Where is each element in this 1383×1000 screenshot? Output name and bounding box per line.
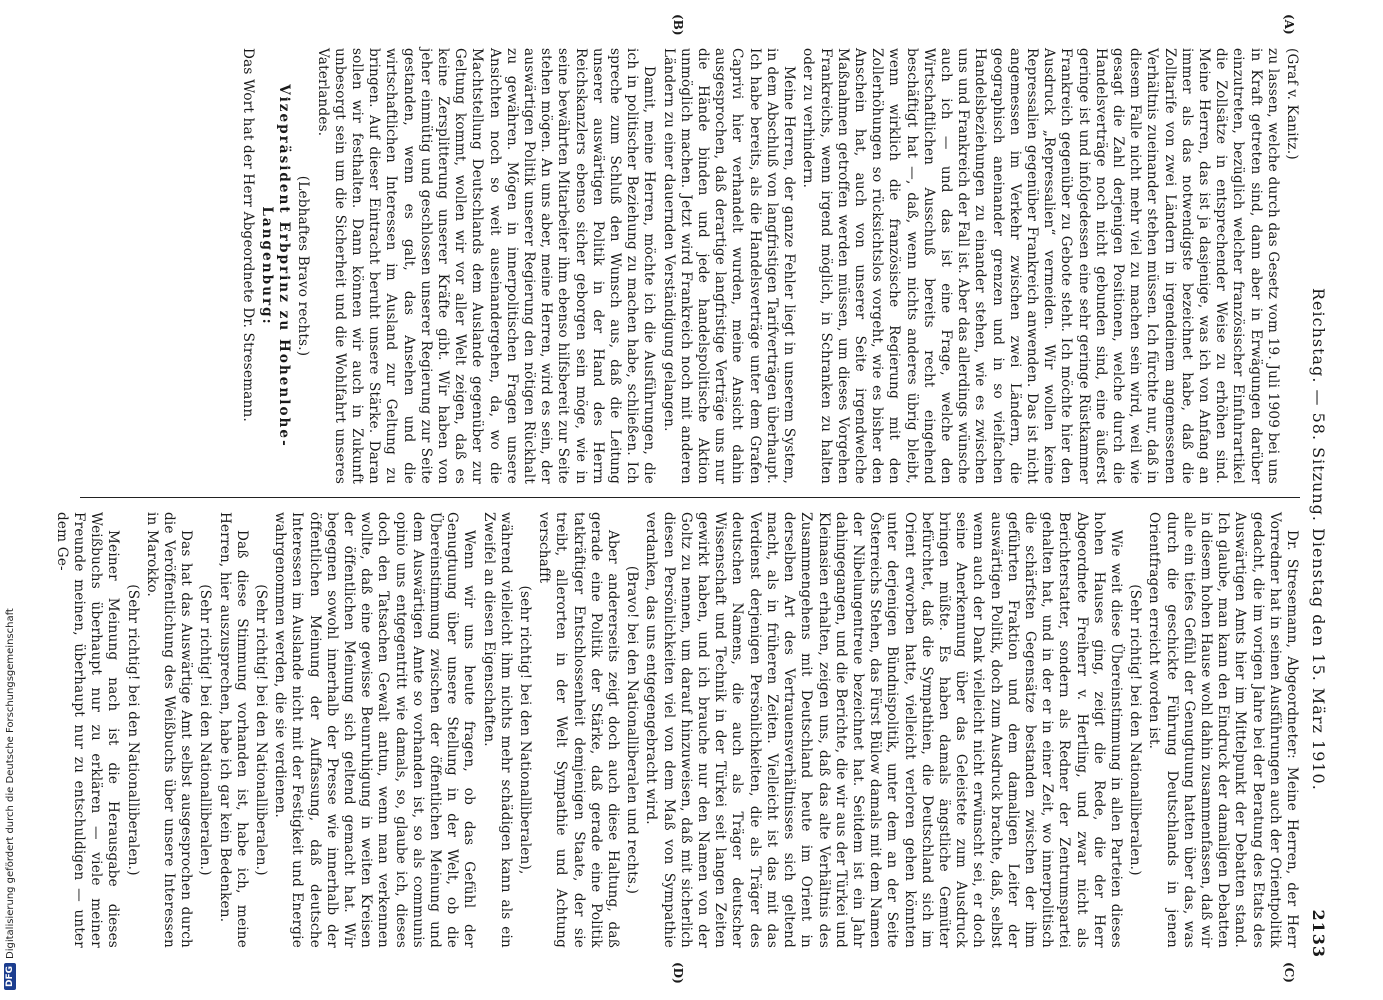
paragraph: Aber andererseits zeigt doch auch diese Haltung, daß gerade eine Politik der Stärke, daß gerade eine Politik tatkräftiger Entschlossenheit demjenigen Staate, der sie treibt, allerorten in der Welt Sympathie und Achtung verschafft [536, 512, 622, 948]
text-columns [53, 14, 1300, 984]
president-line: Vizepräsident Erbprinz zu Hohenlohe-Langenburg: [259, 84, 293, 448]
document-page [53, 14, 1330, 984]
interjection: (sehr richtig! bei den Nationalliberalen), [517, 585, 534, 875]
interjection: (Sehr richtig! bei den Nationalliberalen.) [1127, 584, 1144, 876]
margin-marker-d: (D) [671, 962, 685, 984]
dfg-logo: DFG [4, 963, 16, 990]
interjection: (Sehr richtig! bei den Nationalliberalen.) [253, 584, 270, 876]
paragraph: Damit, meine Herren, möchte ich die Ausführungen, die ich in politischer Beziehung zu machen habe, schließen. Ich spreche zum Schluß den Wunsch aus, daß die Leitung unserer auswärtigen Politik in der Hand des Herrn Reichskanzlers ebenso sicher geborgen sein möge, wie in seine bewährten Mitarbeiter ihm ebenso hilfsbereit zur Seite stehen mögen. An uns aber, meine Herren, wird es sein, der auswärtigen Politik unserer Regierung den nötigen Rückhalt zu gewähren. Mögen in innerpolitischen Fragen unsere Ansichten noch so weit auseinandergehen, da, wo die Machtstellung Deutschlands dem Auslande gegenüber zur Geltung kommt, wollen wir vor aller Welt zeigen, daß es keine Zersplitterung unserer Kräfte gibt. Wir haben von jeher einmütig und geschlossen unserer Regierung zur Seite gestanden, wenn es galt, das Ansehen und die wirtschaftlichen Interessen im Ausland zur Geltung zu bringen. Auf dieser Eintracht beruht unsere Stärke. Daran sollen wir festhalten. Dann können wir auch in Zukunft unbesorgt sein um die Sicherheit und die Wohlfahrt unseres Vaterlandes. [314, 48, 658, 484]
applause-note: (Lebhaftes Bravo rechts.) [295, 175, 312, 357]
interjection: (Sehr richtig! bei den Nationalliberalen.) [124, 584, 141, 876]
interjection: (Sehr richtig! bei den Nationalliberalen.) [197, 584, 214, 876]
speaker-tag: (Graf v. Kanitz.) [1284, 48, 1300, 160]
paragraph: während vielleicht ihm nichts mehr schädigen kann als ein Zweifel an diesen Eigenschaften. [480, 512, 514, 948]
margin-marker-c: (C) [1282, 962, 1296, 983]
right-column [53, 512, 1300, 948]
paragraph: Meiner Meinung nach ist die Herausgabe dieses Weißbuchs überhaupt nur zu erklären — viele meiner Freunde meinen, überhaupt nur zu entschuldigen — unter dem Ge- [53, 512, 122, 948]
page-title: Reichstag. — 58. Sitzung. Dienstag den 15. März 1910. [1309, 288, 1328, 791]
digitization-note [0, 0, 20, 1000]
margin-marker-a: (A) [1282, 14, 1296, 35]
paragraph: zu lassen, welche durch das Gesetz vom 19. Juli 1909 bei uns in Kraft getreten sind, dann aber in Erwägungen darüber einzutreten, bezüglich welcher französischer Einfuhrartikel die Zollsätze in entsprechender Weise zu erhöhen sind. Meine Herren, das ist ja dasjenige, was ich von Anfang an immer als das notwendigste bezeichnet habe, daß die Zolltarife von zwei Ländern in irgendeinem angemessenen Verhältnis zueinander stehen müssen. Ich fürchte nur, daß in diesem Falle nicht mehr viel zu machen sein wird, weil wie gesagt die Zahl derjenigen Positionen, welche durch die Handelsverträge noch nicht gebunden sind, eine äußerst geringe ist und infolgedessen eine sehr geringe Rüstkammer Frankreich gegenüber zu Gebote steht. Ich möchte hier den Ausdruck „Repressalien“ vermeiden. Wir wollen keine Repressalien gegenüber Frankreich anwenden. Das ist nicht angemessen im Verkehr zwischen zwei Ländern, die geographisch aneinander grenzen und in so vielfachen Handelsbeziehungen zu einander stehen, wie es zwischen uns und Frankreich der Fall ist. Aber das allerdings wünsche auch ich — und das ist eine Frage, welche den Wirtschaftlichen Ausschuß bereits recht eingehend beschäftigt hat —, daß, wenn nichts anderes übrig bleibt, wenn wirklich die französische Regierung mit den Zollerhöhungen so rücksichtslos vorgeht, wie es bisher den Anschein hat, auch von unserer Seite irgendwelche Maßnahmen getroffen werden müssen, um dieses Vorgehen Frankreichs, wenn irgend möglich, in Schranken zu halten oder zu verhindern. [800, 48, 1281, 484]
column-divider [80, 497, 1300, 498]
margin-marker-b: (B) [671, 14, 685, 36]
paragraph: Das hat das Auswärtige Amt selbst ausgesprochen durch die Veröffentlichung des Weißbuchs über unsere Interessen in Marokko. [143, 512, 195, 948]
next-speaker-line: Das Wort hat der Herr Abgeordnete Dr. Stresemann. [239, 48, 256, 423]
paragraph: Dr. Stresemann, Abgeordneter: Meine Herren, der Herr Vorredner hat in seinen Ausführungen auch der Orientpolitik gedacht, die im vorigen Jahre bei der Beratung des Etats des Auswärtigen Amts hier im Mittelpunkt der Debatten stand. Ich glaube, man kann den Eindruck der damaligen Debatten in diesem hohen Hause wohl dahin zusammenfassen, daß wir alle ein tiefes Gefühl der Genugtuung hatten über das, was durch die geschickte Führung Deutschlands in jenen Orientfragen erreicht worden ist. [1146, 512, 1300, 948]
digitization-text: Digitalisierung gefördert durch die Deutsche Forschungsgemeinschaft [4, 608, 16, 959]
paragraph: Wie weit diese Übereinstimmung in allen Parteien dieses hohen Hauses ging, zeigt die Rede, die der Herr Abgeordnete Freiherr v. Hertling, und zwar nicht als Berichterstatter, sondern als Redner der Zentrumspartei gehalten hat, und in der er in einer Zeit, wo innerpolitisch die schärfsten Gegensätze bestanden zwischen der ihm geführten Fraktion und dem damaligen Leiter der auswärtigen Politik, doch zum Ausdruck brachte, daß, selbst wenn auch der Dank vielleicht nicht erwünscht sei, er doch seine Anerkennung über das Geleistete zum Ausdruck bringen müßte. Es haben damals ängstliche Gemüter befürchtet, daß die Sympathien, die Deutschland sich im Orient erworben hatte, vielleicht verloren gehen könnten unter derjenigen Bündnispolitik, unter dem an der Seite Österreichs Stehen, das Fürst Bülow damals mit dem Namen der Nibelungentreue bezeichnet hat. Seitdem ist ein Jahr dahingegangen, und die Berichte, die wir aus der Türkei und Kleinasien erhalten, zeigen uns, daß das alte Verhältnis des Zusammengehens mit Deutschland heute im Orient in derselben Art des Vertrauensverhältnisses sich geltend macht, als in früheren Zeiten. Vielleicht ist das mit das Verdienst derjenigen Persönlichkeiten, die als Träger des deutschen Namens, die auch als Träger deutscher Wissenschaft und Technik in der Türkei seit langen Zeiten gewirkt haben, und ich brauche nur den Namen von der Goltz zu nennen, um darauf hinzuweisen, daß mit sicherlich diesen Persönlichkeiten viel von dem Maß von Sympathie verdanken, das uns entgegengebracht wird. [643, 512, 1124, 948]
page-number: 2133 [1309, 909, 1328, 958]
left-column [80, 48, 1300, 484]
interjection: (Bravo! bei den Nationalliberalen und rechts.) [624, 565, 641, 895]
page-header [1304, 48, 1330, 958]
paragraph: Daß diese Stimmung vorhanden ist, habe ich, meine Herren, hier auszusprechen, habe ich gar kein Bedenken. [216, 512, 250, 948]
paragraph: Meine Herren, der ganze Fehler liegt in unserem System, in dem Abschluß von langfristigen Tarifverträgen überhaupt. Ich habe bereits, als die Handelsverträge unter dem Grafen Caprivi hier verhandelt wurden, meine Ansicht dahin ausgesprochen, daß derartige langfristige Verträge uns nur die Hände binden und jede handelspolitische Aktion unmöglich machen. Jetzt wird Frankreich noch mit anderen Ländern zu einer dauernden Verständigung gelangen. [660, 48, 798, 484]
paragraph: Wenn wir uns heute fragen, ob das Gefühl der Genugtuung über unsere Stellung in der Welt, ob die Übereinstimmung zwischen der öffentlichen Meinung und dem Auswärtigen Amte so vorhanden ist, so als communis opinio uns entgegentritt wie damals, so, glaube ich, dieses doch den Tatsachen Gewalt antun, wenn man verkennen wollte, daß eine gewisse Beunruhigung in weiten Kreisen der öffentlichen Meinung sich geltend gemacht hat. Wir begegnen sowohl innerhalb der Presse wie innerhalb der öffentlichen Meinung der Auffassung, daß deutsche Interessen im Auslande nicht mit der Festigkeit und Energie wahrgenommen werden, die sie verdienen. [272, 512, 478, 948]
